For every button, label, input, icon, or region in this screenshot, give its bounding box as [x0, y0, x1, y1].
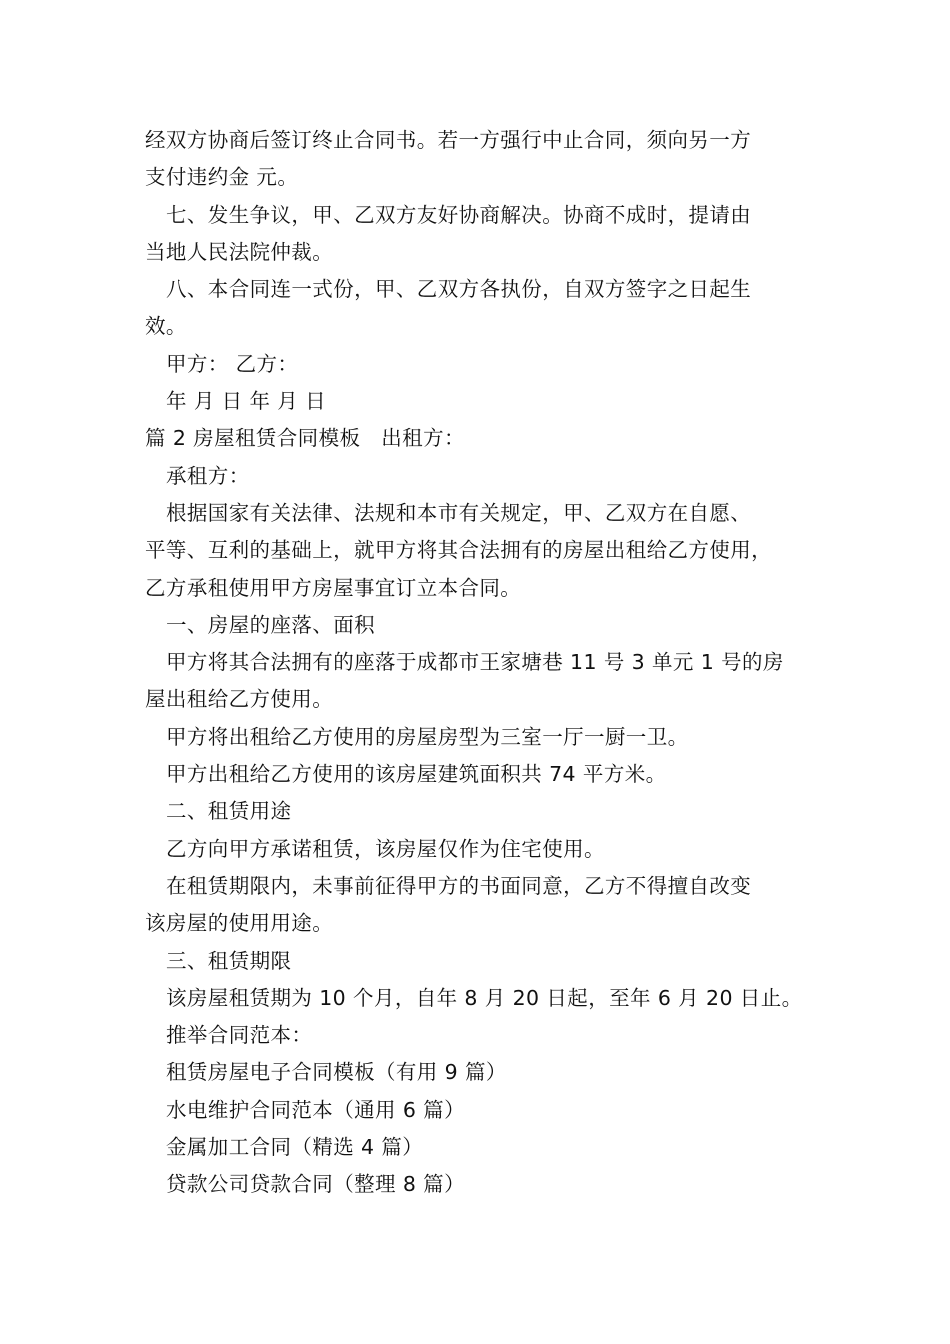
- clause-seven-line: 七、发生争议，甲、乙双方友好协商解决。协商不成时，提请由: [166, 202, 752, 227]
- paragraph-line: 甲方将出租给乙方使用的房屋房型为三室一厅一厨一卫。: [166, 724, 689, 749]
- paragraph-line: 平等、互利的基础上，就甲方将其合法拥有的房屋出租给乙方使用，: [145, 538, 772, 563]
- paragraph-line: 乙方承租使用甲方房屋事宜订立本合同。: [145, 575, 522, 600]
- signature-date-line: 年 月 日 年 月 日: [166, 389, 326, 414]
- recommend-item: 水电维护合同范本（通用 6 篇）: [166, 1097, 465, 1122]
- paragraph-line: 该房屋租赁期为 10 个月，自年 8 月 20 日起，至年 6 月 20 日止。: [166, 985, 803, 1010]
- recommend-item: 租赁房屋电子合同模板（有用 9 篇）: [166, 1060, 507, 1085]
- clause-eight-line: 八、本合同连一式份，甲、乙双方各执份，自双方签字之日起生: [166, 277, 752, 302]
- paragraph-line: 支付违约金 元。: [145, 165, 299, 190]
- paragraph-line: 该房屋的使用用途。: [145, 911, 334, 936]
- recommend-item: 金属加工合同（精选 4 篇）: [166, 1135, 424, 1160]
- paragraph-line: 甲方出租给乙方使用的该房屋建筑面积共 74 平方米。: [166, 762, 667, 787]
- signature-parties-line: 甲方： 乙方：: [166, 351, 299, 376]
- paragraph-line: 甲方将其合法拥有的座落于成都市王家塘巷 11 号 3 单元 1 号的房: [166, 650, 784, 675]
- paragraph-line: 当地人民法院仲裁。: [145, 239, 334, 264]
- clause-heading: 二、租赁用途: [166, 799, 292, 824]
- clause-heading: 一、房屋的座落、面积: [166, 612, 375, 637]
- paragraph-line: 经双方协商后签订终止合同书。若一方强行中止合同，须向另一方: [145, 128, 752, 152]
- recommend-item: 贷款公司贷款合同（整理 8 篇）: [166, 1172, 465, 1197]
- lessee-line: 承租方：: [166, 463, 250, 488]
- paragraph-line: 乙方向甲方承诺租赁，该房屋仅作为住宅使用。: [166, 836, 605, 861]
- paragraph-line: 在租赁期限内，未事前征得甲方的书面同意，乙方不得擅自改变: [166, 873, 752, 898]
- clause-heading: 三、租赁期限: [166, 948, 292, 973]
- paragraph-line: 效。: [145, 314, 187, 339]
- paragraph-line: 屋出租给乙方使用。: [145, 687, 334, 712]
- section-heading: 篇 2 房屋租赁合同模板 出租方：: [145, 426, 465, 451]
- document-body: [145, 122, 810, 1204]
- paragraph-line: 根据国家有关法律、法规和本市有关规定，甲、乙双方在自愿、: [166, 500, 752, 525]
- recommend-heading: 推举合同范本：: [166, 1023, 313, 1048]
